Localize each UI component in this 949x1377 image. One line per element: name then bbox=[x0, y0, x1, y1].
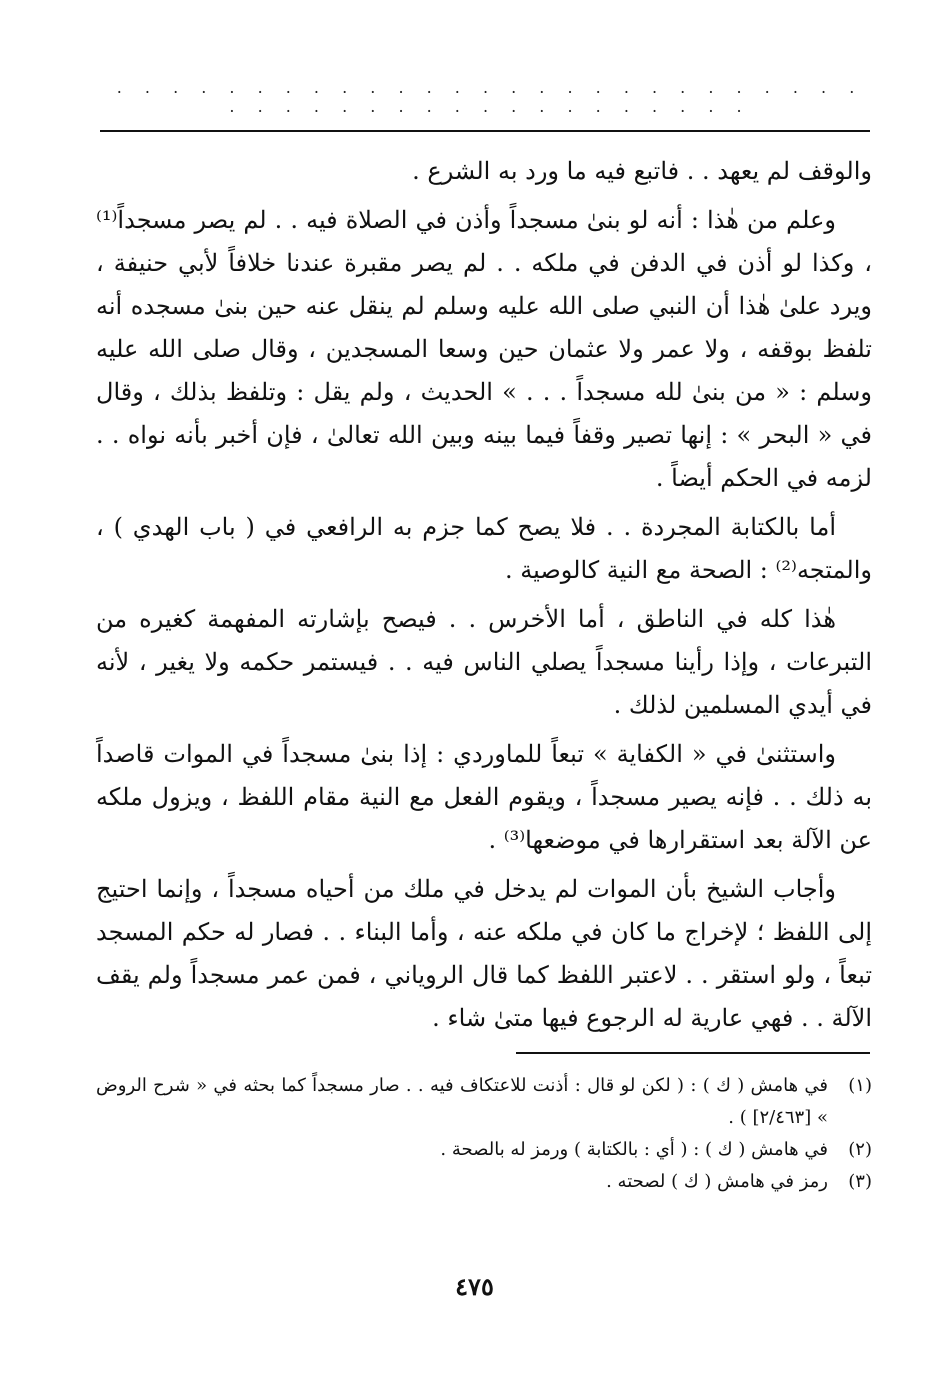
footnotes bbox=[96, 1070, 872, 1198]
page-number: ٤٧٥ bbox=[455, 1272, 494, 1301]
footnote-rule bbox=[516, 1052, 870, 1054]
footnote bbox=[96, 1134, 872, 1166]
paragraph: وعلم من هٰذا : أنه لو بنىٰ مسجداً وأذن في الصلاة فيه . . لم يصر مسجداً⁽¹⁾ ، وكذا لو أذن في الدفن في ملكه . . لم يصر مقبرة عندنا خلافاً لأبي حنيفة ، ويرد علىٰ هٰذا أن النبي صلى الله عليه وسلم لم ينقل عنه حين بنىٰ مسجده أنه تلفظ بوقفه ، ولا عمر ولا عثمان حين وسعا المسجدين ، وقال صلى الله عليه وسلم : « من بنىٰ لله مسجداً . . . » الحديث ، ولم يقل : وتلفظ بذلك ، وقال في « البحر » : إنها تصير وقفاً فيما بينه وبين الله تعالىٰ ، فإن أخبر بأنه نواه . . لزمه في الحكم أيضاً . bbox=[96, 206, 872, 492]
footnote-number: (٣) bbox=[848, 1171, 872, 1192]
footnote-text: رمز في هامش ( ك ) لصحته . bbox=[606, 1171, 828, 1192]
paragraph: هٰذا كله في الناطق ، أما الأخرس . . فيصح بإشارته المفهمة كغيره من التبرعات ، وإذا رأينا مسجداً يصلي الناس فيه . . فيستمر حكمه ولا يغير ، لأنه في أيدي المسلمين لذلك . bbox=[96, 605, 872, 719]
footnote-number: (٢) bbox=[848, 1139, 872, 1160]
header-dots: . . . . . . . . . . . . . . . . . . . . . . . . . . . . . . . . . . . . . . . . . . . . . . bbox=[116, 78, 864, 116]
paragraph: أما بالكتابة المجردة . . فلا يصح كما جزم به الرافعي في ( باب الهدي ) ، والمتجه⁽²⁾ : الصحة مع النية كالوصية . bbox=[96, 513, 872, 584]
footnote-text: في هامش ( ك ) : ( لكن لو قال : أذنت للاعتكاف فيه . . صار مسجداً كما بحثه في « شرح الروض » [٢/٤٦٣] ) . bbox=[96, 1075, 828, 1128]
footnote bbox=[96, 1166, 872, 1198]
footnote bbox=[96, 1070, 872, 1134]
paragraph: والوقف لم يعهد . . فاتبع فيه ما ورد به الشرع . bbox=[412, 157, 872, 185]
main-text bbox=[96, 150, 872, 1046]
paragraph: واستثنىٰ في « الكفاية » تبعاً للماوردي : إذا بنىٰ مسجداً في الموات قاصداً به ذلك . . فإنه يصير مسجداً ، ويقوم الفعل مع النية مقام اللفظ ، ويزول ملكه عن الآلة بعد استقرارها في موضعها⁽³⁾ . bbox=[96, 740, 872, 854]
footnote-number: (١) bbox=[848, 1075, 872, 1096]
footnote-text: في هامش ( ك ) : ( أي : بالكتابة ) ورمز له بالصحة . bbox=[440, 1139, 828, 1160]
paragraph: وأجاب الشيخ بأن الموات لم يدخل في ملك من أحياه مسجداً ، وإنما احتيج إلى اللفظ ؛ لإخراج ما كان في ملكه عنه ، وأما البناء . . فصار له حكم المسجد تبعاً ، ولو استقر . . لاعتبر اللفظ كما قال الروياني ، فمن عمر مسجداً ولم يقف الآلة . . فهي عارية له الرجوع فيها متىٰ شاء . bbox=[96, 875, 872, 1032]
header-rule bbox=[100, 130, 870, 132]
